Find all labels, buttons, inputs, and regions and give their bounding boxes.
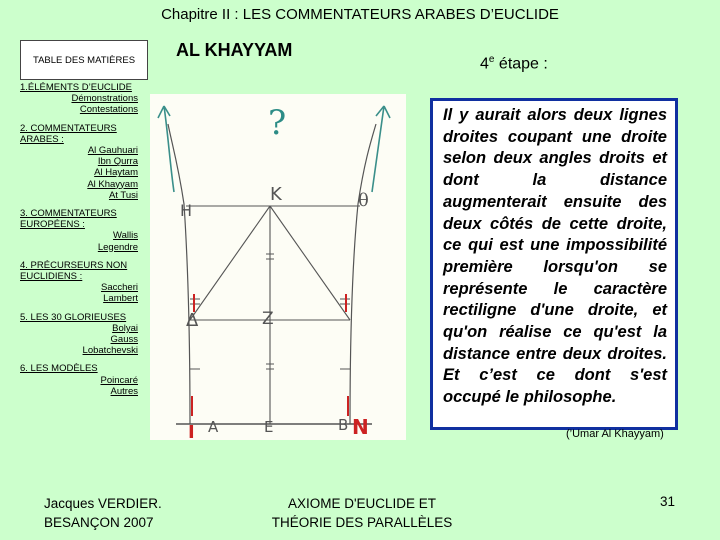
toc-item-link[interactable]: Lobatchevski xyxy=(82,345,138,357)
toc-section-link[interactable]: 5. LES 30 GLORIEUSES xyxy=(20,311,127,323)
toc-item-link[interactable]: Al Khayyam xyxy=(87,178,138,190)
slide-heading: AL KHAYYAM xyxy=(176,40,293,60)
question-mark: ? xyxy=(268,103,287,143)
toc-gap xyxy=(20,305,138,312)
toc-section-link[interactable]: 4. PRÉCURSEURS NON EUCLIDIENS : xyxy=(20,259,128,283)
step-sup: e xyxy=(488,54,495,65)
label-delta: Δ xyxy=(186,310,199,331)
toc-item-link[interactable]: Al Haytam xyxy=(94,167,138,179)
subject-line-2: THÉORIE DES PARALLÈLES xyxy=(271,515,453,530)
label-I: I xyxy=(188,422,195,440)
label-H: H xyxy=(180,201,193,220)
toc-item-link[interactable]: Saccheri xyxy=(101,282,138,294)
label-Z: Z xyxy=(262,309,274,329)
author-line-1: Jacques VERDIER. xyxy=(44,496,162,511)
step-number: 4 xyxy=(480,55,489,73)
author-line-2: BESANÇON 2007 xyxy=(44,515,154,530)
toc-label: TABLE DES MATIÈRES xyxy=(32,54,136,66)
toc-item-link[interactable]: Contestations xyxy=(79,104,138,116)
sketch-paper xyxy=(150,94,406,440)
label-N: N xyxy=(352,415,369,439)
toc-gap xyxy=(20,253,138,260)
toc-item-link[interactable]: At Tusi xyxy=(108,189,138,201)
quote-box xyxy=(430,98,678,430)
label-A: A xyxy=(208,418,219,436)
toc-item-link[interactable]: Poincaré xyxy=(100,374,138,386)
toc-gap xyxy=(20,116,138,123)
quote-text: Il y aurait alors deux lignes droites coupant une droite selon deux angles droits et dont la distance augmenterait ensuite des deux côtés de cette droite, ce qui est une impossibilité première lorsqu'on se représente le caractère rectiligne d'une droite, et qu'on réalise ce qu'est la distance entre deux droites. Et c’est ce dont s'est occupé le philosophe. xyxy=(443,106,667,407)
label-B: B xyxy=(338,416,349,434)
slide-title: Chapitre II : LES COMMENTATEURS ARABES D’EUCLIDE xyxy=(161,6,559,23)
footer-subject xyxy=(262,494,462,532)
page-number: 31 xyxy=(660,494,676,509)
toc-item-link[interactable]: Lambert xyxy=(103,293,138,305)
toc-item-link[interactable]: Legendre xyxy=(97,241,138,253)
step-label xyxy=(480,54,548,73)
subject-line-1: AXIOME D'EUCLIDE ET xyxy=(287,496,437,511)
quote-attribution: (’Umar Al Khayyam) xyxy=(566,428,664,440)
label-theta: θ xyxy=(358,190,369,211)
toc-section-link[interactable]: 2. COMMENTATEURS ARABES : xyxy=(20,122,117,145)
label-E: E xyxy=(264,418,274,436)
toc-section-link[interactable]: 6. LES MODÈLES xyxy=(20,363,98,375)
toc-gap xyxy=(20,201,138,208)
toc-item-link[interactable]: Ibn Qurra xyxy=(97,156,138,168)
toc-item-link[interactable]: Al Gauhuari xyxy=(87,145,138,157)
toc-item-link[interactable]: Bolyai xyxy=(112,322,138,334)
toc-item-link[interactable]: Gauss xyxy=(110,334,138,346)
table-of-contents xyxy=(20,82,138,397)
khayyam-sketch xyxy=(150,94,406,440)
toc-gap xyxy=(20,356,138,363)
footer-author xyxy=(44,494,162,532)
label-K: K xyxy=(270,184,282,205)
toc-item-link[interactable]: Wallis xyxy=(113,230,138,242)
toc-item-link[interactable]: Autres xyxy=(110,385,138,397)
toc-item-link[interactable]: Démonstrations xyxy=(71,93,138,105)
toc-section-link[interactable]: 1.ÉLÉMENTS D’EUCLIDE xyxy=(20,82,132,93)
toc-section-link[interactable]: 3. COMMENTATEURS EUROPÉENS : xyxy=(20,208,117,231)
toc-label-box[interactable] xyxy=(20,40,148,80)
step-word: étape : xyxy=(494,55,548,73)
